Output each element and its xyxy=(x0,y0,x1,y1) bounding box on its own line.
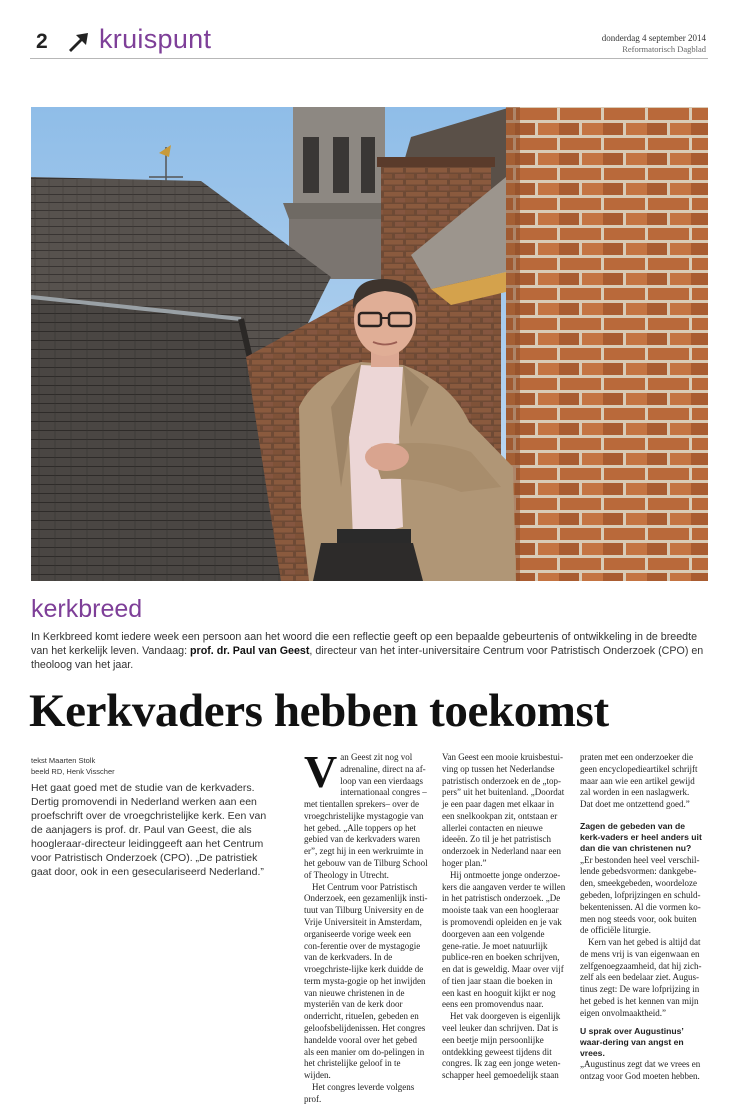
article-headline: Kerkvaders hebben toekomst xyxy=(29,685,609,737)
article-column-1 xyxy=(304,746,428,1105)
article-lead: Het gaat goed met de studie van de kerkvaders. Dertig promovendi in Nederland werken aan een proefschrift over de vroegchristelijke kerk. Een van de aanjagers is prof. dr. Paul van Geest, die als hoogleraar-directeur leidinggeeft aan het Centrum voor Patristisch Onderzoek (CPO). „De patristiek gaat door, ook in een geseculariseerd Nederland.” xyxy=(31,782,267,878)
interview-question: Zagen de gebeden van de kerk-vaders er heel anders uit dan die van christenen nu? xyxy=(580,820,702,854)
kerkbreed-label: kerkbreed xyxy=(31,595,143,623)
arrow-mark-icon xyxy=(67,31,91,53)
kerkbreed-intro xyxy=(31,630,711,672)
drop-cap: V xyxy=(304,746,338,797)
article-photo xyxy=(31,107,708,581)
interview-question: U sprak over Augustinus’ waar-dering van angst en vrees. xyxy=(580,1025,684,1059)
paragraph: Van Geest een mooie kruisbestui-ving op tussen het Nederlandse patristisch onderzoek en de „top-pers” uit het buitenland. „Doordat je een paar dagen met elkaar in een snelkookpan zit, ontstaan er allerlei contacten en nieuwe ideeën. Zo til je het patristisch onderzoek in Nederland naar een hoger plan.” xyxy=(442,752,565,869)
page-number: 2 xyxy=(36,30,48,53)
paragraph: „Er bestonden heel veel verschil-lende gebedsvormen: dankgebe-den, smeekgebeden, woordeloze gebeden, lofprijzingen en schuld-bekentenissen. Al die vormen ko-men nog steeds voor, ook buiten de officiële liturgie. xyxy=(580,854,701,936)
paragraph: Het congres leverde volgens prof. xyxy=(304,1081,415,1104)
credit-photo: beeld RD, Henk Visscher xyxy=(31,766,115,776)
intro-text-before: In Kerkbreed komt iedere week een persoon aan het woord die een reflectie geeft op een bepaalde gebeurtenis of ontwikkeling in de breedte van het kerkelijk leven. Vandaag: xyxy=(31,631,698,658)
paragraph: an Geest zit nog vol adrenaline, direct na af-loop van een vierdaags internationaal congres –met tientallen sprekers– over de vroegchristelijke mystagogie van het gebed. „Alle toppers op het gebied van de kerkvaders waren er”, zegt hij in een werkruimte in het gebouw van de Tilburg School of Theology in Utrecht. xyxy=(304,752,428,880)
paragraph: Hij ontmoette jonge onderzoe-kers die aangaven verder te willen in het patristisch onderzoek. „De mooiste taak van een hoogleraar is promovendi opleiden en je vak doorgeven aan een volgende gene-ratie. Je moet natuurlijk publice-ren en boeken schrijven, en dat is geweldig. Maar over vijf of tien jaar staan die boeken in een kast en hooguit kijkt er nog eens een promovendus naar. xyxy=(442,869,566,1010)
paragraph: praten met een onderzoeker die geen encyclopedieartikel schrijft maar aan wie een artikel gewijd zal worden in een naslagwerk. Dat doet me ontzettend goed.” xyxy=(580,752,698,810)
intro-person-name: prof. dr. Paul van Geest xyxy=(190,645,310,658)
portrait-illustration xyxy=(31,107,708,581)
paragraph: Het Centrum voor Patristisch Onderzoek, een gezamenlijk insti-tuut van Tilburg University en de Vrije Universiteit in Amsterdam, organiseerde vorige week een con-ferentie over de mystagogie van de kerkvaders. In de vroegchriste-lijke kerk duidde de term mysta-gogie op het inwijden van nieuwe christenen in de mysteriën van de kerk door onderricht, ritueIen, gebeden en geloofsbelijdenissen. Het congres handelde vooral over het gebed als een manier om do-pelingen in het christelijke geloof in te wijden. xyxy=(304,881,428,1081)
credit-text: tekst Maarten Stolk xyxy=(31,756,96,765)
article-credits xyxy=(31,756,115,778)
issue-date: donderdag 4 september 2014 xyxy=(601,33,706,43)
paragraph: Kern van het gebed is altijd dat de mens vrij is van eigenwaan en zelfgenoegzaamheid, dat hij zich-zelf als een bedelaar ziet. Augus-tinus zegt: De ware lofprijzing in het gebed is het kennen van mijn eigen onvolmaaktheid.” xyxy=(580,937,702,1018)
header-divider xyxy=(30,58,708,59)
section-title[interactable]: kruispunt xyxy=(99,24,212,54)
intro-text-after: , directeur van het inter-universitaire Centrum voor Patristisch Onderzoek (CPO) en theoloog van het jaar. xyxy=(31,645,704,672)
paragraph: „Augustinus zegt dat we vrees en ontzag voor God moeten hebben. xyxy=(580,1059,701,1082)
newspaper-name: Reformatorisch Dagblad xyxy=(622,44,706,54)
article-column-2 xyxy=(442,752,566,1082)
paragraph: Het vak doorgeven is eigenlijk veel leuker dan schrijven. Dat is een beetje mijn persoonlijke ontdekking geweest tijdens dit congres. Ik zag een jonge weten-schapper heel gemoedelijk staan xyxy=(442,1011,561,1081)
article-column-3 xyxy=(580,752,704,1083)
